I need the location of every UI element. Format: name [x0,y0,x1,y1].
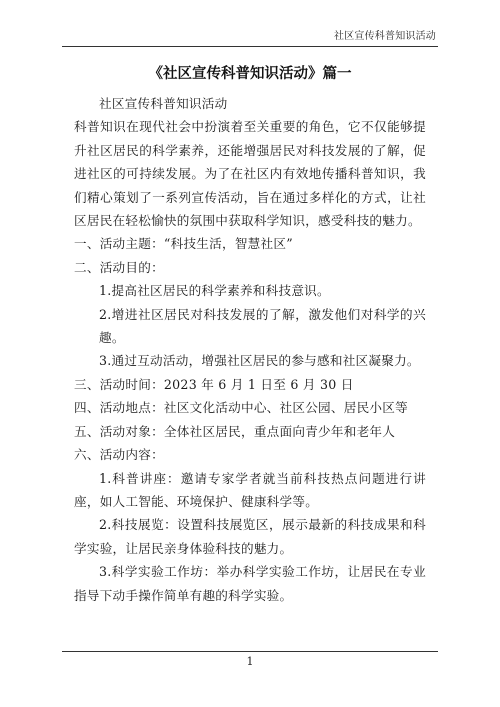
section-time: 三、活动时间：2023 年 6 月 1 日至 6 月 30 日 [74,376,354,392]
content-item: 2.科技展览：设置科技展览区，展示最新的科技成果和科学实验，让居民亲身体验科技的魅力。 [74,517,426,556]
goal-item: 3.通过互动活动，增强社区居民的参与感和社区凝聚力。 [99,353,420,369]
section-location: 四、活动地点：社区文化活动中心、社区公园、居民小区等 [74,400,408,416]
document-title: 《社区宣传科普知识活动》篇一 [148,65,352,82]
subtitle: 社区宣传科普知识活动 [99,96,228,111]
section-content-heading: 六、活动内容： [74,447,164,463]
page-header [62,0,438,47]
section-goals-heading: 二、活动目的： [74,259,164,275]
section-audience: 五、活动对象：全体社区居民，重点面向青少年和老年人 [74,423,396,439]
content-item: 3.科学实验工作坊：举办科学实验工作坊，让居民在专业指导下动手操作简单有趣的科学实验。 [74,564,426,603]
header-text: 社区宣传科普知识活动 [334,31,436,42]
intro-paragraph: 科普知识在现代社会中扮演着至关重要的角色，它不仅能够提升社区居民的科学素养，还能增强居民对科技发展的了解，促进社区的可持续发展。为了在社区内有效地传播科普知识，我们精心策划了一系列宣传活动，旨在通过多样化的方式，让社区居民在轻松愉快的氛围中获取科学知识，感受科技的魅力。 [74,119,426,229]
section-theme: 一、活动主题：“科技生活，智慧社区” [74,236,293,252]
document-body [74,92,426,607]
content-item: 1.科普讲座：邀请专家学者就当前科技热点问题进行讲座，如人工智能、环境保护、健康科学等。 [74,470,426,509]
goal-item: 2.增进社区居民对科技发展的了解，激发他们对科学的兴趣。 [99,306,426,346]
page-number: 1 [246,655,254,668]
footer-divider [62,651,438,652]
goal-item: 1.提高社区居民的科学素养和科技意识。 [99,283,330,299]
